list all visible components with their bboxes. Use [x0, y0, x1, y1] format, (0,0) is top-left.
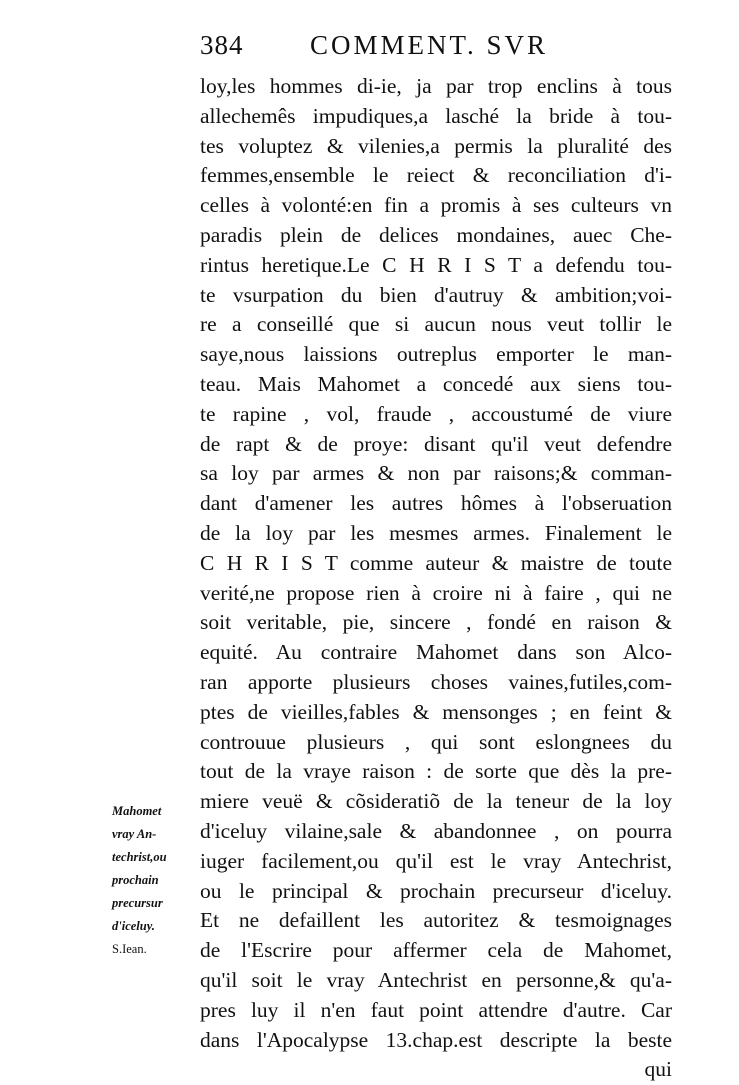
text-line: paradis plein de delices mondaines, auec Che-: [200, 222, 672, 247]
margin-note: [112, 800, 202, 961]
text-line: C H R I S T comme auteur & maistre de toute: [200, 550, 672, 575]
text-line: d'iceluy vilaine,sale & abandonnee , on pourra: [200, 818, 672, 843]
text-line: soit veritable, pie, sincere , fondé en raison &: [200, 610, 672, 635]
text-line: ptes de vieilles,fables & mensonges ; en feint &: [200, 699, 672, 724]
text-line: verité,ne propose rien à croire ni à faire , qui ne: [200, 580, 672, 605]
text-line: te rapine , vol, fraude , accoustumé de viure: [200, 401, 672, 426]
page-header: [200, 30, 580, 70]
margin-note-line: precursur: [112, 896, 163, 910]
text-line: de rapt & de proye: disant qu'il veut defendre: [200, 431, 672, 456]
text-line: saye,nous laissions outreplus emporter le man-: [200, 342, 672, 367]
text-line: ran apporte plusieurs choses vaines,futiles,com-: [200, 669, 672, 694]
text-line: loy,les hommes di-ie, ja par trop enclins à tous: [200, 74, 672, 98]
margin-note-line: Mahomet: [112, 804, 162, 818]
text-line: miere veuë & cõsideratiõ de la teneur de la loy: [200, 789, 672, 814]
text-line: controuue plusieurs , qui sont eslongnees du: [200, 729, 672, 754]
text-line: de l'Escrire pour affermer cela de Mahomet,: [200, 938, 672, 963]
text-line: dans l'Apocalypse 13.chap.est descripte la beste: [200, 1027, 672, 1052]
text-line: tout de la vraye raison : de sorte que dès la pre-: [200, 759, 672, 784]
page-number: 384: [200, 30, 244, 60]
text-line: teau. Mais Mahomet a concedé aux siens tou-: [200, 371, 672, 396]
text-line: ou le principal & prochain precurseur d'iceluy.: [200, 878, 672, 903]
main-text-block: [200, 72, 672, 1085]
text-line: re a conseillé que si aucun nous veut tollir le: [200, 312, 672, 337]
margin-note-line: techrist,ou: [112, 850, 167, 864]
text-line: allechemês impudiques,a lasché la bride à tou-: [200, 103, 672, 128]
margin-note-line: d'iceluy.: [112, 919, 155, 933]
text-line: rintus heretique.Le C H R I S T a defendu tou-: [200, 252, 672, 277]
text-line: Et ne defaillent les autoritez & tesmoignages: [200, 908, 672, 933]
text-line: de la loy par les mesmes armes. Finalement le: [200, 520, 672, 545]
text-line: pres luy il n'en faut point attendre d'autre. Car: [200, 997, 672, 1022]
text-line: dant d'amener les autres hômes à l'obseruation: [200, 491, 672, 516]
margin-note-line: vray An-: [112, 827, 157, 841]
margin-note-reference: S.Iean.: [112, 942, 147, 956]
text-line: tes voluptez & vilenies,a permis la pluralité des: [200, 133, 672, 158]
text-line: equité. Au contraire Mahomet dans son Alco-: [200, 640, 672, 665]
text-line: sa loy par armes & non par raisons;& comman-: [200, 461, 672, 486]
text-line: qu'il soit le vray Antechrist en personne,& qu'a-: [200, 967, 672, 992]
running-head: COMMENT. SVR: [310, 30, 549, 60]
text-line: celles à volonté:en fin a promis à ses culteurs vn: [200, 193, 672, 218]
margin-note-line: prochain: [112, 873, 159, 887]
text-line: te vsurpation du bien d'autruy & ambition;voi-: [200, 282, 672, 307]
text-line: iuger facilement,ou qu'il est le vray Antechrist,: [200, 848, 672, 873]
text-line: femmes,ensemble le reiect & reconciliation d'i-: [200, 163, 672, 188]
catchword: qui: [644, 1057, 672, 1082]
